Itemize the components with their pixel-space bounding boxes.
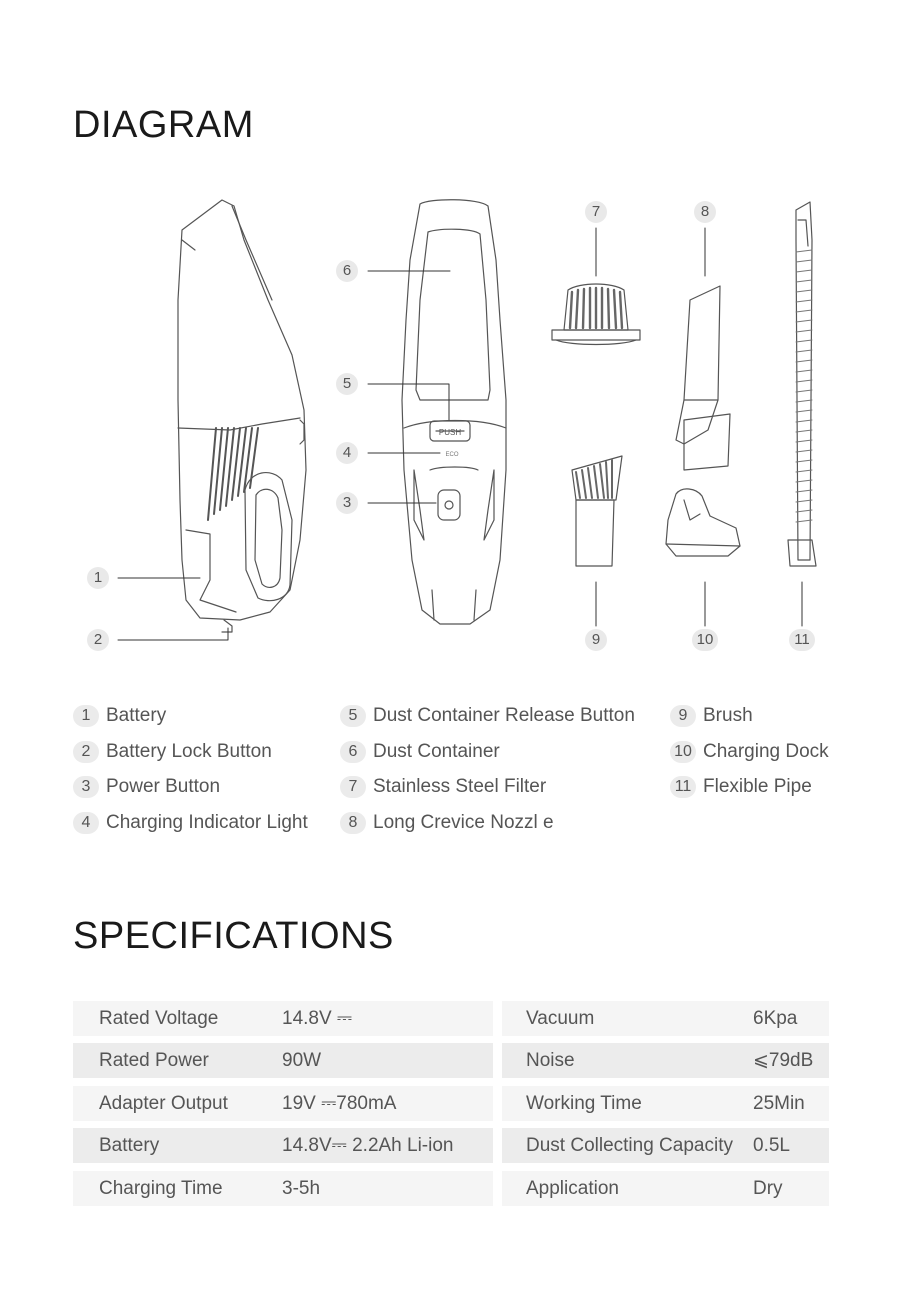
legend-label: Dust Container Release Button	[373, 705, 635, 726]
callout-6: 6	[336, 260, 358, 282]
legend-number: 2	[73, 741, 99, 763]
spec-row-noise	[502, 1043, 829, 1078]
spec-label: Battery	[99, 1134, 160, 1156]
legend-item-charging-dock	[670, 740, 829, 764]
spec-value: 0.5L	[753, 1134, 790, 1156]
vacuum-side-view	[178, 200, 306, 632]
spec-label: Working Time	[526, 1092, 642, 1114]
spec-row-rated-voltage	[73, 1001, 493, 1036]
spec-label: Charging Time	[99, 1177, 223, 1199]
eco-text: ECO	[445, 452, 459, 458]
legend-label: Dust Container	[373, 741, 500, 762]
callout-8: 8	[694, 201, 716, 223]
callout-11: 11	[789, 629, 815, 651]
spec-value: 90W	[282, 1049, 322, 1071]
diagram-title: DIAGRAM	[73, 104, 254, 146]
specifications-title: SPECIFICATIONS	[73, 915, 394, 957]
spec-row-working-time	[502, 1086, 829, 1121]
spec-value: 6Kpa	[753, 1007, 798, 1029]
legend-label: Power Button	[106, 776, 221, 797]
crevice-nozzle-part	[676, 286, 730, 470]
push-text: PUSH	[438, 428, 462, 437]
callout-1: 1	[87, 567, 109, 589]
spec-label: Rated Power	[99, 1049, 209, 1071]
flexible-pipe-part	[788, 202, 816, 566]
legend-label: Flexible Pipe	[703, 776, 812, 797]
legend-label: Long Crevice Nozzl e	[373, 812, 554, 833]
legend-number: 7	[340, 776, 366, 798]
legend-label: Battery	[106, 705, 167, 726]
spec-value: 14.8V⎓ 2.2Ah Li-ion	[282, 1134, 454, 1156]
legend-label: Charging Dock	[703, 741, 829, 762]
spec-label: Application	[526, 1177, 619, 1199]
spec-label: Rated Voltage	[99, 1007, 219, 1029]
spec-label: Adapter Output	[99, 1092, 228, 1114]
spec-row-charging-time	[73, 1171, 493, 1206]
spec-label: Vacuum	[526, 1007, 595, 1029]
legend-item-power-button	[73, 775, 220, 799]
legend-label: Brush	[703, 705, 753, 726]
spec-value: ⩽79dB	[753, 1050, 814, 1071]
spec-row-adapter-output	[73, 1086, 493, 1121]
legend-item-flexible-pipe	[670, 775, 812, 799]
legend-label: Stainless Steel Filter	[373, 776, 547, 797]
legend-number: 9	[670, 705, 696, 727]
legend-item-battery	[73, 704, 166, 728]
legend-number: 3	[73, 776, 99, 798]
spec-value: 25Min	[753, 1092, 805, 1114]
legend-number: 6	[340, 741, 366, 763]
spec-row-application	[502, 1171, 829, 1206]
legend-item-stainless-steel-filter	[340, 775, 546, 799]
spec-row-dust-collecting-capacity	[502, 1128, 829, 1163]
callout-9: 9	[585, 629, 607, 651]
legend-number: 11	[670, 776, 696, 798]
legend-item-brush	[670, 704, 753, 728]
legend-item-dust-container	[340, 740, 500, 764]
charging-dock-part	[666, 489, 740, 556]
spec-row-rated-power	[73, 1043, 493, 1078]
spec-value: 19V ⎓780mA	[282, 1092, 397, 1114]
legend-item-charging-indicator-light	[73, 811, 308, 835]
legend-item-long-crevice-nozzle	[340, 811, 554, 835]
legend-number: 5	[340, 705, 366, 727]
spec-label: Noise	[526, 1049, 575, 1071]
callout-4: 4	[336, 442, 358, 464]
legend-number: 4	[73, 812, 99, 834]
callout-7: 7	[585, 201, 607, 223]
callout-2: 2	[87, 629, 109, 651]
legend-item-dust-container-release-button	[340, 704, 635, 728]
vacuum-front-view	[402, 200, 506, 624]
filter-part	[552, 284, 640, 345]
spec-row-vacuum	[502, 1001, 829, 1036]
spec-value: 14.8V ⎓	[282, 1007, 353, 1029]
legend-item-battery-lock-button	[73, 740, 272, 764]
legend-label: Charging Indicator Light	[106, 812, 308, 833]
legend-number: 10	[670, 741, 696, 763]
callout-5: 5	[336, 373, 358, 395]
spec-label: Dust Collecting Capacity	[526, 1134, 733, 1156]
callout-10: 10	[692, 629, 718, 651]
spec-value: Dry	[753, 1177, 783, 1199]
legend-label: Battery Lock Button	[106, 741, 272, 762]
legend-number: 8	[340, 812, 366, 834]
spec-value: 3-5h	[282, 1177, 321, 1199]
brush-part	[572, 456, 622, 566]
spec-row-battery	[73, 1128, 493, 1163]
legend-number: 1	[73, 705, 99, 727]
callout-3: 3	[336, 492, 358, 514]
